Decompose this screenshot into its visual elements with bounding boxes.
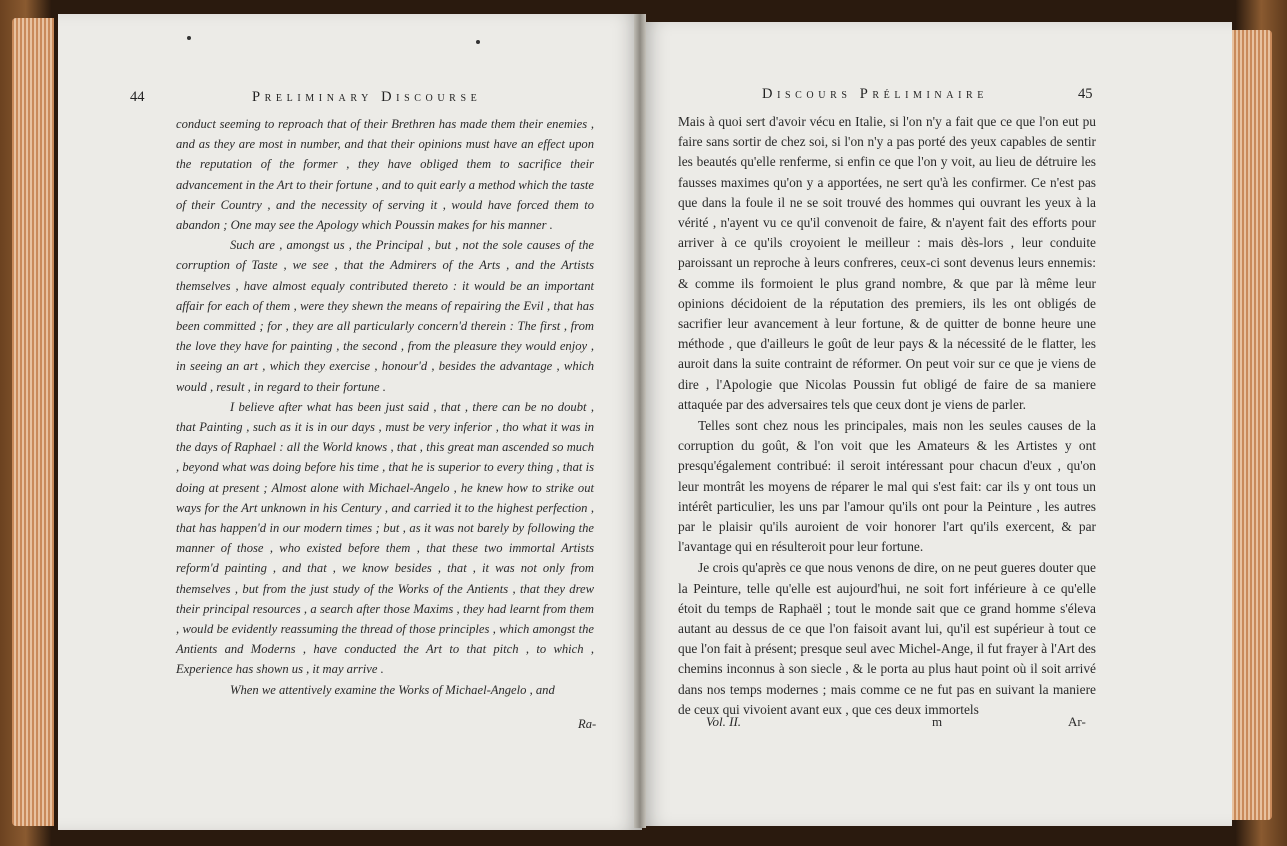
right-catchword: Ar- bbox=[1068, 714, 1086, 729]
ink-speck bbox=[187, 36, 191, 40]
left-running-title: Preliminary Discourse bbox=[252, 89, 482, 105]
paragraph: When we attentively examine the Works of Michael-Angelo , and bbox=[230, 682, 555, 697]
paragraph: I believe after what has been just said , that , there can be no doubt , that Painting , such as it is in our days , must be very inferior , tho what it was in the days of Raphael : all the World knows , that , this great man ascended so much , beyond what was doing before his time , that he is superior to every thing , that is doing at present ; Almost alone with Michael-Angelo , he knew how to strike out ways for the Art unknown in his Century , and carried it to the highest perfection , that has happen'd in our modern times ; but , as it was not barely by following the manner of those , who existed before them , that these two immortal Artists reform'd painting , and that , we know besides , that , it was not only from themselves , but from the just study of the Works of the Antients , that they drew their principal resources , a search after those Maxims , they had learnt from them , would be evidently reassuming the thread of those principles , which amongst the Antients and Moderns , have conducted the Art to that pitch , to which , Experience has shown us , it may arrive . bbox=[176, 399, 594, 677]
left-page-number: 44 bbox=[130, 89, 145, 105]
ink-speck bbox=[476, 40, 480, 44]
paragraph: Such are , amongst us , the Principal , but , not the sole causes of the corruption of Taste , we see , that the Admirers of the Arts , and the Artists themselves , have almost equaly contributed thereto : it would be an important affair for each of them , were they shewn the means of repairing the Evil , that has been committed ; for , they are all particularly concern'd therein : The first , from the love they have for painting , the second , from the pleasure they would enjoy , in seeing an art , which they exercise , honour'd , besides the advantage , which would , result , in regard to their fortune . bbox=[176, 238, 594, 394]
book-gutter bbox=[634, 14, 646, 828]
gathering-signature: m bbox=[932, 714, 943, 729]
paragraph: conduct seeming to reproach that of their Brethren has made them their enemies , and as they are most in number, and that their opinions must have an effect upon the reputation of the former , they have obliged them to sacrifice their advancement in the Art to their fortune , and to quit early a method which the taste of their Country , and the necessity of serving it , would have forced them to abandon ; One may see the Apology which Poussin makes for his manner . bbox=[176, 117, 594, 233]
volume-signature: Vol. II. bbox=[706, 714, 742, 729]
paragraph: Mais à quoi sert d'avoir vécu en Italie, si l'on n'y a fait que ce que l'on eut pu faire sans sortir de chez soi, si l'on n'y a pas porté des yeux capables de sentir les beautés qu'elle renferme, si enfin ce que l'on y voit, au lieu de détruire les fausses maximes qu'on y a apportées, ne sert qu'à les confirmer. Ce n'est pas que dans la foule il ne se soit trouvé des hommes qui ouvrant les yeux à la vérité , n'ayent vu ce qu'il convenoit de faire, & n'ayent fait des efforts pour arriver à ce qu'ils croyoient le meilleur : mais dès-lors , leur conduite paroissant un reproche à leurs confreres, ceux-ci sont devenus leurs ennemis: & comme ils formoient le plus grand nombre, & que par là même leur opinions décidoient de la réputation des premiers, ils les ont obligés de sacrifier leur avancement à leur fortune, & de quitter de bonne heure une méthode , que d'ailleurs le goût de leur pays & la nécessité de le flatter, les auroit dans la suite contraint de réformer. On peut voir sur ce que je viens de dire , l'Apologie que Nicolas Poussin fut obligé de faire de sa maniere attaquée par des adversaires tels que ceux dont je viens de parler. bbox=[678, 114, 1096, 412]
right-page-text bbox=[678, 112, 1096, 720]
left-catchword: Ra- bbox=[578, 717, 597, 731]
paragraph: Telles sont chez nous les principales, mais non les seules causes de la corruption du goût, & l'on voit que les Amateurs & les Artistes y ont presqu'également contribué: il seroit intéressant pour chacun d'eux , qu'on leur montrât les moyens de réparer le mal qui s'est fait: car ils y ont tous un intérêt particulier, les uns par l'amour qu'ils ont pour la Peinture , les autres par le plaisir qu'ils auroient de voir honorer l'art qu'ils exercent, & par l'avantage qui en résulteroit pour leur fortune. bbox=[678, 418, 1096, 555]
right-page-edges bbox=[1228, 30, 1272, 820]
left-page-edges bbox=[12, 18, 54, 826]
right-running-title: Discours Préliminaire bbox=[762, 86, 988, 102]
left-page-text bbox=[176, 114, 594, 700]
right-page-number: 45 bbox=[1078, 86, 1093, 102]
paragraph: Je crois qu'après ce que nous venons de dire, on ne peut gueres douter que la Peinture, telle qu'elle est aujourd'hui, ne soit fort inférieure à ce qu'elle étoit du temps de Raphaël ; tout le monde sait que ce grand homme s'éleva autant au dessus de ce que l'on faisoit avant lui, qu'il est supérieur à tout ce que l'on fait à présent; presque seul avec Michel-Ange, il fut frayer à l'Art des chemins inconnus à son siecle , & le porta au plus haut point où il soit arrivé dans nos temps modernes ; mais comme ce ne fut pas en suivant la maniere de ceux qui vivoient avant eux , que ces deux immortels bbox=[678, 560, 1096, 717]
